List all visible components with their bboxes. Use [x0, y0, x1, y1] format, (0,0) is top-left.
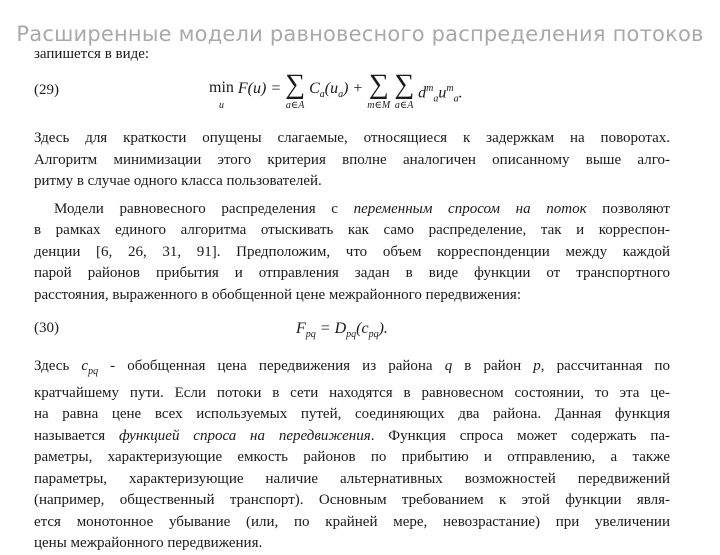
sum-operator: ∑ a∈A: [285, 69, 306, 111]
demand-term: $d^m_au^m_a$.: [418, 83, 463, 105]
cost-term: $C_a(u_a)$ +: [309, 80, 364, 101]
text-line: Здесь $c_{pq}$ - обобщенная цена передвижения из района q в район p, рассчитанная по: [34, 358, 671, 377]
text-line: раметры, характеризующие емкость районов по прибытию и отправлению, а также: [34, 449, 670, 465]
text-line: кратчайшему пути. Если потоки в сети находятся в равновесном состоянии, то эта це-: [34, 384, 670, 401]
paragraph-3: [34, 356, 670, 555]
paragraph-2: [34, 199, 670, 307]
document-page: [34, 48, 670, 555]
lead-text: запишется в виде:: [34, 46, 150, 62]
objective-function: F(u) =: [237, 80, 282, 97]
equation-body: $F_{pq} = D_{pq}(c_{pq})$.: [296, 320, 388, 341]
text-line: расстояния, выраженного в обобщенной цене межрайонного передвижения:: [34, 286, 521, 303]
text-line: параметры, характеризующие наличие альтернативных возможностей передвижений: [34, 470, 670, 487]
text-line: Здесь для краткости опущены слагаемые, относящиеся к задержкам на поворотах.: [34, 130, 670, 146]
emphasis: переменным спросом на поток: [353, 200, 587, 217]
slide-title: Расширенные модели равновесного распределения потоков: [16, 22, 704, 46]
emphasis: функцией спроса на передвижения: [119, 427, 371, 444]
text-line: Модели равновесного распределения с переменным спросом на поток позволяют: [54, 200, 670, 217]
min-operator: min u: [209, 79, 234, 111]
text-line: на равна цене всех используемых путей, соединяющих два района. Данная функция: [34, 406, 670, 422]
equation-body: [209, 70, 463, 112]
equation-number: (30): [34, 320, 59, 336]
text-line: Алгоритм минимизации этого критерия вполне аналогичен описанному выше алго-: [34, 151, 670, 168]
sum-operator: ∑ m∈M: [367, 69, 391, 111]
equation-number: (29): [34, 82, 59, 98]
text-line: в рамках единого алгоритма отыскивать как само распределение, так и корреспон-: [34, 222, 670, 238]
text-line: денции [6, 26, 31, 91]. Предположим, что объем корреспонденции между каждой: [34, 243, 670, 260]
text-line: цены межрайонного передвижения.: [34, 535, 263, 551]
text-line: ритму в случае одного класса пользователей.: [34, 173, 322, 189]
paragraph-1: [34, 128, 670, 193]
text-line: ется монотонное убывание (или, по крайней мере, невозрастание) при увеличении: [34, 513, 670, 530]
equation-30: [34, 312, 670, 348]
equation-29: [34, 70, 670, 122]
text-line: называется функцией спроса на передвижения. Функция спроса может содержать па-: [34, 427, 670, 444]
sum-operator: ∑ a∈A: [394, 69, 415, 111]
text-line: парой районов прибытия и отправления задан в виде функции от транспортного: [34, 265, 670, 281]
text-line: (например, общественный транспорт). Основным требованием к этой функции явля-: [34, 492, 670, 508]
